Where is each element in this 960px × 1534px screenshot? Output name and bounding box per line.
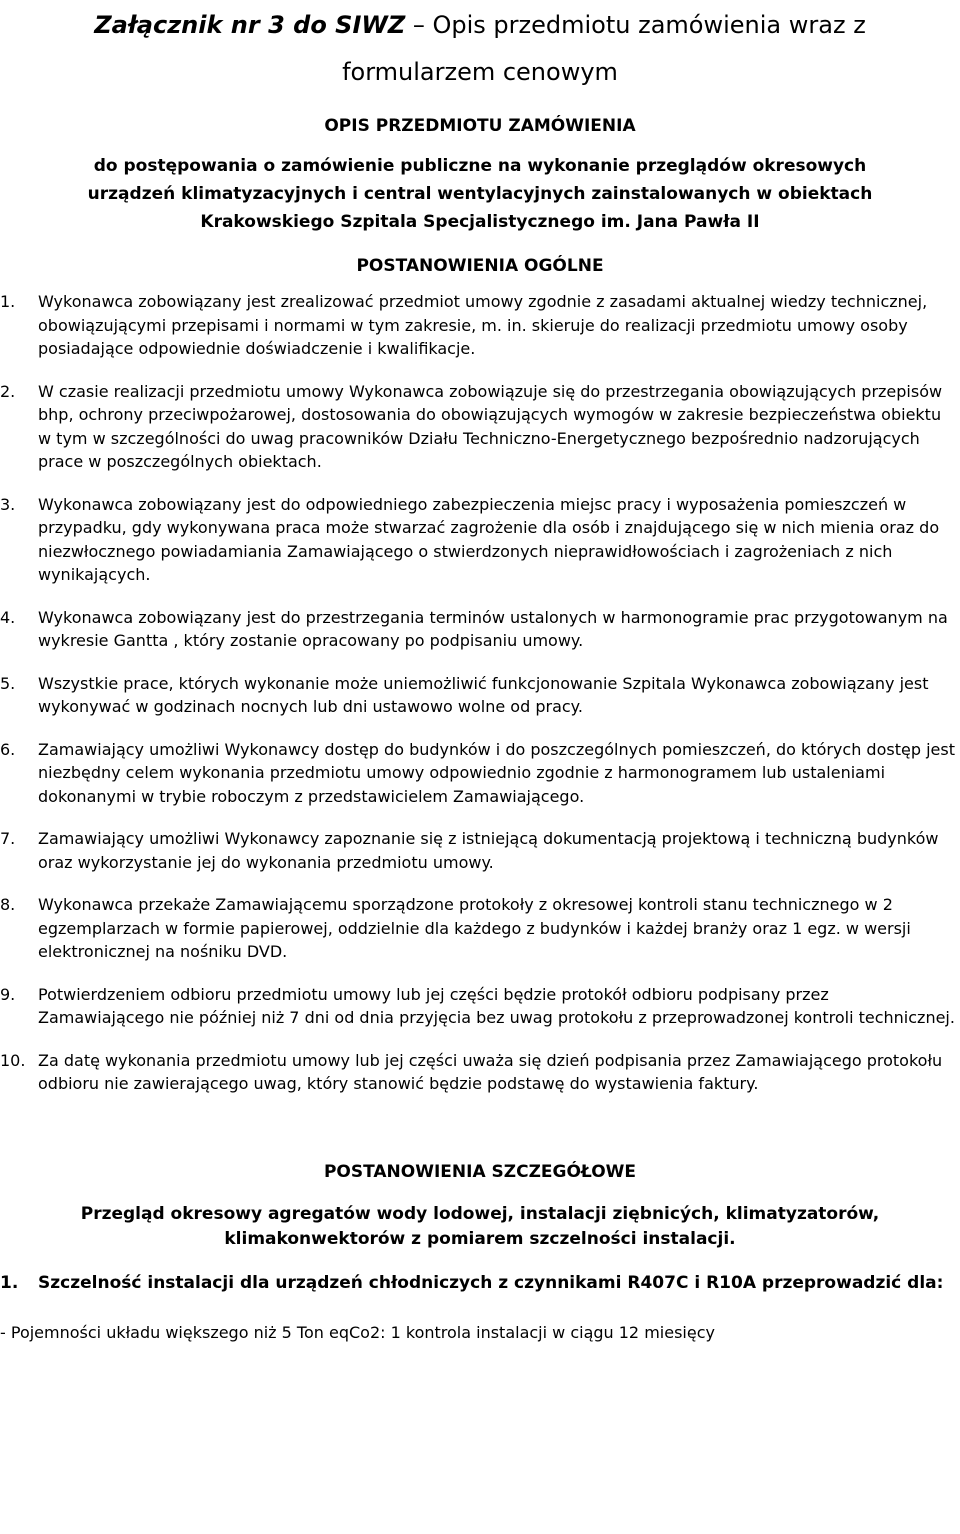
item-text: Potwierdzeniem odbioru przedmiotu umowy lub jej części będzie protokół odbioru podpisany przez Zamawiającego nie później niż 7 dni od dnia przyjęcia bez uwag protokołu z przeprowadzonej kontroli technicznej. xyxy=(38,984,955,1027)
list-item xyxy=(0,606,960,653)
item-text: Wykonawca zobowiązany jest zrealizować przedmiot umowy zgodnie z zasadami aktualnej wiedzy technicznej, obowiązującymi przepisami i normami w tym zakresie, m. in. skieruje do realizacji przedmiotu umowy osoby posiadające odpowiednie doświadczenie i kwalifikacje. xyxy=(38,292,928,358)
title-description: – Opis przedmiotu zamówienia wraz z xyxy=(405,11,866,39)
detailed-subtitle-line: Przegląd okresowy agregatów wody lodowej, instalacji ziębnicých, klimatyzatorów, xyxy=(80,1203,880,1224)
item-number: 1. xyxy=(0,1272,19,1293)
item-number: 7. xyxy=(0,829,16,848)
list-item xyxy=(0,827,960,874)
item-text: Wykonawca zobowiązany jest do odpowiedniego zabezpieczenia miejsc pracy i wyposażenia pomieszczeń w przypadku, gdy wykonywana praca może stwarzać zagrożenie dla osób i znajdującego się w nich mienia oraz do niezwłocznego powiadamiania Zamawiającego o stwierdzonych nieprawidłowościach i zagrożeniach z nich wynikających. xyxy=(38,494,940,584)
detailed-item xyxy=(0,1271,960,1296)
list-item xyxy=(0,380,960,474)
subtitle-block xyxy=(0,152,960,236)
list-item xyxy=(0,738,960,809)
item-text: Zamawiający umożliwi Wykonawcy dostęp do budynków i do poszczególnych pomieszczeń, do których dostęp jest niezbędny celem wykonania przedmiotu umowy odpowiednio zgodnie z harmonogramem lub ustaleniami dokonanymi w trybie roboczym z przedstawicielem Zamawiającego. xyxy=(38,739,955,806)
item-text: W czasie realizacji przedmiotu umowy Wykonawca zobowiązuje się do przestrzegania obowiązujących przepisów bhp, ochrony przeciwpożarowej, dostosowania do obowiązujących wymogów w zakresie bezpieczeństwa obiektu w tym w szczególności do uwag pracowników Działu Techniczno-Energetycznego bezpośrednio nadzorujących prace w poszczególnych obiektach. xyxy=(38,381,943,471)
capacity-requirement-line: - Pojemności układu większego niż 5 Ton eqCo2: 1 kontrola instalacji w ciągu 12 miesięcy xyxy=(0,1322,715,1342)
item-number: 4. xyxy=(0,607,16,627)
item-number: 9. xyxy=(0,984,16,1004)
list-item xyxy=(0,290,960,361)
list-item xyxy=(0,983,960,1030)
detailed-provisions-heading: POSTANOWIENIA SZCZEGÓŁOWE xyxy=(323,1161,637,1182)
item-number: 10. xyxy=(0,1050,26,1070)
item-text: Wykonawca zobowiązany jest do przestrzegania terminów ustalonych w harmonogramie prac przygotowanym na wykresie Gantta , który zostanie opracowany po podpisaniu umowy. xyxy=(38,607,948,650)
item-text: Wszystkie prace, których wykonanie może uniemożliwić funkcjonowanie Szpitala Wykonawca zobowiązany jest wykonywać w godzinach nocnych lub dni ustawowo wolne od pracy. xyxy=(38,673,929,716)
subtitle-line: do postępowania o zamówienie publiczne na wykonanie przeglądów okresowych xyxy=(93,156,867,176)
list-item xyxy=(0,493,960,587)
document-title xyxy=(0,0,960,96)
item-text: Zamawiający umożliwi Wykonawcy zapoznanie się z istniejącą dokumentacją projektową i techniczną budynków oraz wykorzystanie jej do wykonania przedmiotu umowy. xyxy=(38,829,939,872)
detailed-subtitle xyxy=(0,1202,960,1252)
title-line-2: formularzem cenowym xyxy=(342,58,618,86)
list-item xyxy=(0,1049,960,1096)
item-text: Szczelność instalacji dla urządzeń chłodniczych z czynnikami R407C i R10A przeprowadzić dla: xyxy=(38,1272,944,1293)
general-provisions-list xyxy=(0,290,960,1096)
subtitle-line: urządzeń klimatyzacyjnych i central wentylacyjnych zainstalowanych w obiektach xyxy=(87,184,873,204)
item-number: 1. xyxy=(0,292,16,311)
item-text: Wykonawca przekaże Zamawiającemu sporządzone protokoły z okresowej kontroli stanu technicznego w 2 egzemplarzach w formie papierowej, oddzielnie dla każdego z budynków i każdej branży oraz 1 egz. w wersji elektronicznej na nośniku DVD. xyxy=(38,895,911,961)
item-number: 2. xyxy=(0,381,16,401)
section-title: OPIS PRZEDMIOTU ZAMÓWIENIA xyxy=(324,116,636,136)
item-number: 3. xyxy=(0,494,16,514)
item-number: 8. xyxy=(0,895,16,914)
general-provisions-heading: POSTANOWIENIA OGÓLNE xyxy=(356,256,604,276)
list-item xyxy=(0,672,960,719)
title-annex-label: Załącznik nr 3 do SIWZ xyxy=(94,11,406,39)
item-text: Za datę wykonania przedmiotu umowy lub jej części uważa się dzień podpisania przez Zamawiającego protokołu odbioru nie zawierającego uwag, który stanowić będzie podstawę do wystawienia faktury. xyxy=(38,1050,943,1093)
item-number: 5. xyxy=(0,673,16,693)
item-number: 6. xyxy=(0,739,16,759)
detailed-subtitle-line: klimakonwektorów z pomiarem szczelności instalacji. xyxy=(224,1228,736,1249)
list-item xyxy=(0,893,960,964)
title-line-1 xyxy=(0,2,960,49)
subtitle-line: Krakowskiego Szpitala Specjalistycznego im. Jana Pawła II xyxy=(200,212,760,232)
